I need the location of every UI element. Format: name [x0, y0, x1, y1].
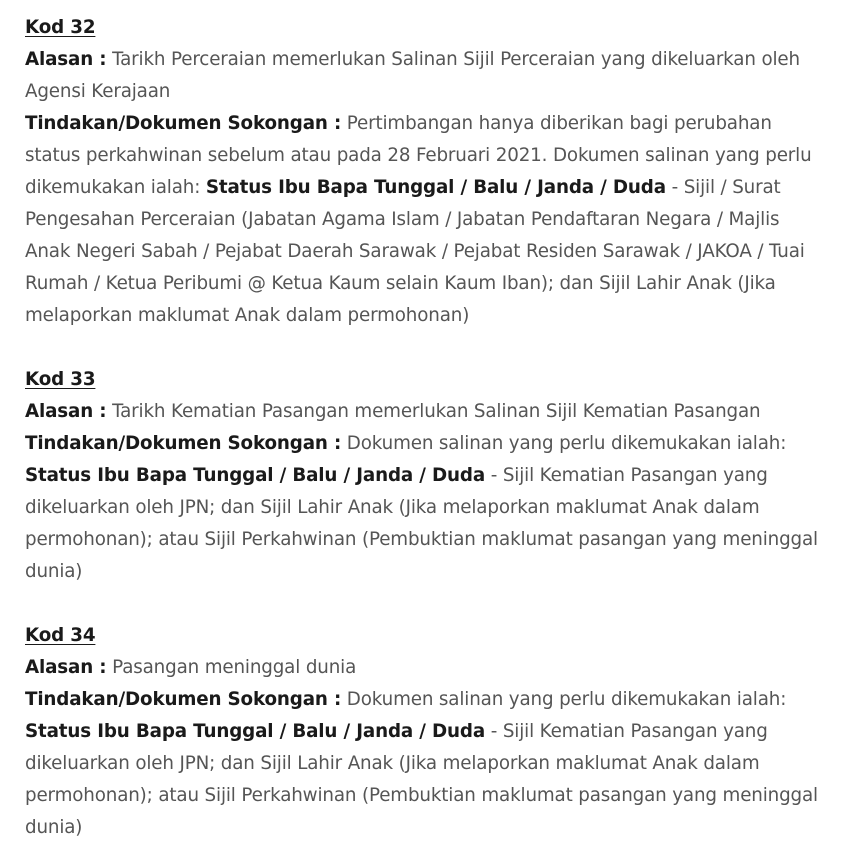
action-line [25, 428, 829, 588]
status-text: Status Ibu Bapa Tunggal / Balu / Janda / Duda [205, 177, 666, 198]
action-intro: Dokumen salinan yang perlu dikemukakan ialah: [346, 689, 787, 710]
reason-line [25, 396, 829, 428]
reason-text: Tarikh Perceraian memerlukan Salinan Sijil Perceraian yang dikeluarkan oleh Agensi Kerajaan [25, 49, 800, 102]
reason-label: Alasan : [25, 657, 107, 678]
code-title: Kod 32 [25, 17, 96, 38]
status-text: Status Ibu Bapa Tunggal / Balu / Janda / Duda [25, 465, 486, 486]
reason-label: Alasan : [25, 401, 107, 422]
action-detail: - Sijil / Surat Pengesahan Perceraian (Jabatan Agama Islam / Jabatan Pendaftaran Negara / Majlis Anak Negeri Sabah / Pejabat Daerah Sarawak / Pejabat Residen Sarawak / JAKOA / Tuai Rumah / Ketua Peribumi @ Ketua Kaum selain Kaum Iban); dan Sijil Lahir Anak (Jika melaporkan maklumat Anak dalam permohonan) [25, 177, 805, 326]
status-text: Status Ibu Bapa Tunggal / Balu / Janda / Duda [25, 721, 486, 742]
reason-label: Alasan : [25, 49, 107, 70]
action-intro: Dokumen salinan yang perlu dikemukakan ialah: [346, 433, 787, 454]
code-title: Kod 34 [25, 625, 96, 646]
action-label: Tindakan/Dokumen Sokongan : [25, 113, 342, 134]
code-block-34 [25, 620, 829, 844]
reason-text: Pasangan meninggal dunia [112, 657, 357, 678]
code-title: Kod 33 [25, 369, 96, 390]
reason-line [25, 44, 829, 108]
reason-text: Tarikh Kematian Pasangan memerlukan Salinan Sijil Kematian Pasangan [112, 401, 761, 422]
action-detail: - Sijil Kematian Pasangan yang dikeluarkan oleh JPN; dan Sijil Lahir Anak (Jika melaporkan maklumat Anak dalam permohonan); atau Sijil Perkahwinan (Pembuktian maklumat pasangan yang meninggal dunia) [25, 721, 818, 838]
action-label: Tindakan/Dokumen Sokongan : [25, 433, 342, 454]
action-label: Tindakan/Dokumen Sokongan : [25, 689, 342, 710]
action-detail: - Sijil Kematian Pasangan yang dikeluarkan oleh JPN; dan Sijil Lahir Anak (Jika melaporkan maklumat Anak dalam permohonan); atau Sijil Perkahwinan (Pembuktian maklumat pasangan yang meninggal dunia) [25, 465, 818, 582]
code-block-33 [25, 364, 829, 588]
action-line [25, 108, 829, 332]
action-line [25, 684, 829, 844]
code-block-32 [25, 12, 829, 332]
action-intro: Pertimbangan hanya diberikan bagi perubahan status perkahwinan sebelum atau pada 28 Februari 2021. Dokumen salinan yang perlu dikemukakan ialah: [25, 113, 812, 198]
reason-line [25, 652, 829, 684]
